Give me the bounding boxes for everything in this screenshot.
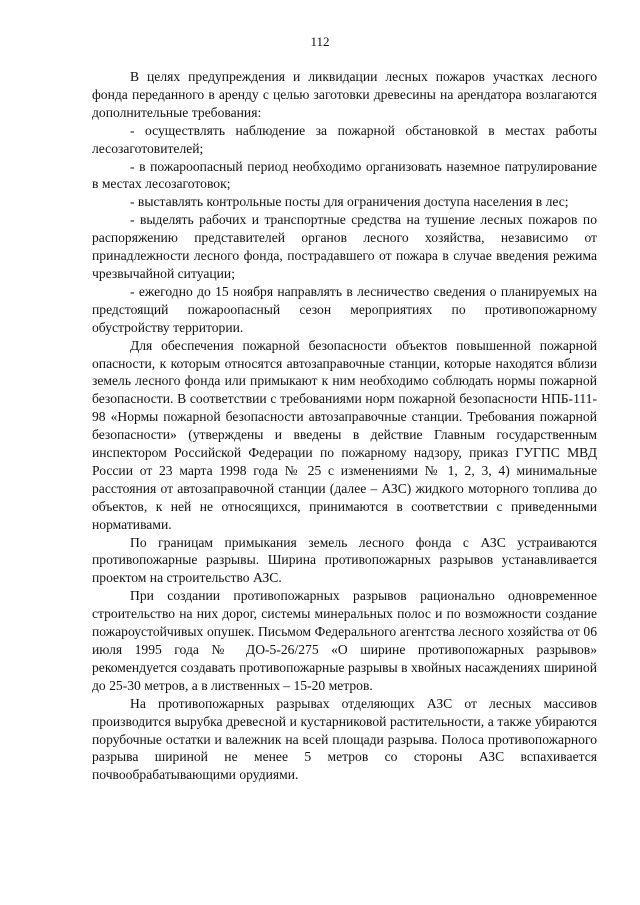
paragraph-fire-breaks: По границам примыкания земель лесного фонда с АЗС устраиваются противопожарные разрывы. Ширина противопожарных разрывов устанавливается проектом на строительство АЗС.	[92, 534, 597, 586]
paragraph-clearing: На противопожарных разрывах отделяющих АЗС от лесных массивов производится вырубка древесной и кустарниковой растительности, а также убираются порубочные остатки и валежник на всей площади разрыва. Полоса противопожарного разрыва шириной не менее 5 метров со стороны АЗС вспахивается почвообрабатывающими орудиями.	[92, 695, 597, 783]
list-item-annual-report: - ежегодно до 15 ноября направлять в лесничество сведения о планируемых на предстоящий пожароопасный сезон мероприятиях по противопожарному обустройству территории.	[92, 283, 597, 335]
paragraph-fire-break-construction: При создании противопожарных разрывов рационально одновременное строительство на них дорог, системы минеральных полос и по возможности создание пожароустойчивых опушек. Письмом Федерального агентства лесного хозяйства от 06 июля 1995 года № ДО-5-26/275 «О ширине противопожарных разрывов» рекомендуется создавать противопожарные разрывы в хвойных насаждениях шириной до 25-30 метров, а в лиственных – 15-20 метров.	[92, 588, 597, 693]
list-item-patrolling: - в пожароопасный период необходимо организовать наземное патрулирование в местах лесозаготовок;	[92, 158, 597, 192]
page-number: 112	[310, 34, 330, 49]
document-body	[92, 68, 597, 784]
paragraph-gas-station-safety: Для обеспечения пожарной безопасности объектов повышенной пожарной опасности, к которым относятся автозаправочные станции, которые находятся вблизи земель лесного фонда или примыкают к ним необходимо соблюдать нормы пожарной безопасности. В соответствии с требованиями норм пожарной безопасности НПБ-111-98 «Нормы пожарной безопасности автозаправочные станции. Требования пожарной безопасности» (утверждены и введены в действие Главным государственным инспектором Российской Федерации по пожарному надзору, приказ ГУГПС МВД России от 23 марта 1998 года № 25 с изменениями № 1, 2, 3, 4) минимальные расстояния от автозаправочной станции (далее – АЗС) жидкого моторного топлива до объектов, к ней не относящихся, принимаются в соответствии с приведенными нормативами.	[92, 337, 597, 532]
list-item-firefighting-resources: - выделять рабочих и транспортные средства на тушение лесных пожаров по распоряжению представителей органов лесного хозяйства, независимо от принадлежности лесного фонда, пострадавшего от пожара в случае введения режима чрезвычайной ситуации;	[92, 212, 597, 281]
paragraph-intro: В целях предупреждения и ликвидации лесных пожаров участках лесного фонда переданного в аренду с целью заготовки древесины на арендатора возлагаются дополнительные требования:	[92, 69, 597, 120]
list-item-monitoring: - осуществлять наблюдение за пожарной обстановкой в местах работы лесозаготовителей;	[92, 122, 597, 156]
list-item-control-posts: - выставлять контрольные посты для ограничения доступа населения в лес;	[130, 194, 569, 210]
